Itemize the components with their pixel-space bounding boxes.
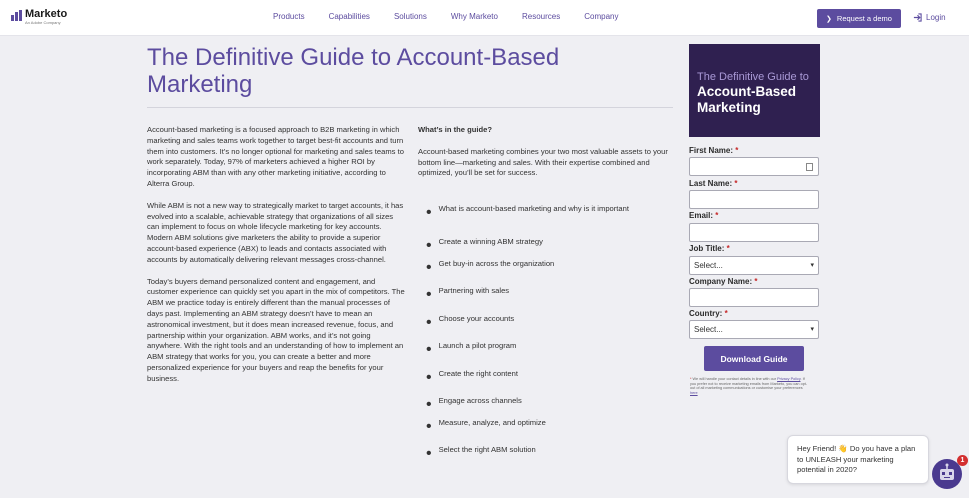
bullet-icon: • [426,445,432,462]
required-mark: * [734,179,738,188]
bullet-icon: • [426,204,432,221]
list-item-text: Create a winning ABM strategy [438,237,543,246]
list-item [426,341,676,359]
list-item [426,418,676,436]
required-mark: * [754,277,758,286]
required-mark: * [724,309,728,318]
nav-item-products[interactable]: Products [273,12,305,21]
privacy-disclaimer [690,377,808,395]
login-label: Login [926,13,946,22]
guide-heading: What’s in the guide? [418,125,492,134]
company-label [689,277,757,286]
login-icon [913,13,922,22]
email-field[interactable] [689,223,819,242]
bullet-icon: • [426,259,432,276]
request-demo-button[interactable] [817,9,901,28]
email-label [689,211,718,220]
bullet-icon: • [426,369,432,386]
logo-bars-icon [11,10,22,21]
list-item-text: Partnering with sales [438,286,510,295]
list-item [426,314,676,332]
bullet-icon: • [426,396,432,413]
bullet-icon: • [426,314,432,331]
list-item-text: Measure, analyze, and optimize [438,418,546,427]
body-paragraph: Account-based marketing is a focused approach to B2B marketing in which marketing and sales teams work together to target best-fit accounts and turn them into customers. It’s no longer optional for marketing and sales teams to work separately. Today, 97% of marketers achieved a higher ROI by incorporating ABM than with any other marketing initiative, according to Alterra Group. [147,125,404,188]
bullet-icon: • [426,286,432,303]
last-name-label [689,179,737,188]
last-name-label-text: Last Name: [689,179,733,188]
country-label-text: Country: [689,309,723,318]
chevron-right-icon: ❯ [826,15,832,23]
last-name-field[interactable] [689,190,819,209]
logo-name: Marketo [25,8,68,20]
nav-item-capabilities[interactable]: Capabilities [328,12,370,21]
list-item [426,259,676,277]
nav-menu [273,12,642,21]
list-item-text: Choose your accounts [438,314,515,323]
chat-bubble[interactable]: Hey Friend! 👋 Do you have a plan to UNLEASH your marketing potential in 2020? [787,435,929,484]
list-item-text: Launch a pilot program [438,341,517,350]
top-nav [0,0,969,36]
job-title-value: Select... [694,261,723,270]
body-paragraph: While ABM is not a new way to strategically market to target accounts, it has evolved into a scalable, achievable strategy that organizations of all sizes can implement to focus on whole lifecycle marketing for key accounts. Modern ABM solutions give marketers the ability to provide a superior account-based experience (ABX) to leads and contacts associated with accounts by automatically delivering relevant messages cross-channel. [147,200,404,264]
first-name-label-text: First Name: [689,146,734,155]
country-value: Select... [694,325,723,334]
cover-line-2: Account-Based Marketing [697,84,797,115]
nav-item-why-marketo[interactable]: Why Marketo [450,12,498,21]
list-item-text: Create the right content [438,369,518,378]
logo-subtitle: An Adobe Company [25,20,61,25]
company-label-text: Company Name: [689,277,753,286]
required-mark: * [690,377,692,381]
nav-item-solutions[interactable]: Solutions [393,12,427,21]
guide-cover-image [689,44,820,137]
first-name-field[interactable] [689,157,819,176]
country-select[interactable] [689,320,819,339]
required-mark: * [726,244,730,253]
preferences-link[interactable]: here [690,390,698,395]
body-paragraph: Today’s buyers demand personalized content and engagement, and customer experience can quickly set you apart in the mix of competitors. The ABM we practice today is entirely different than the manual processes of days past. Implementing an ABM strategy doesn’t have to mean an astronomical investment, but it does mean increased revenue, focus, and partnership within your organization. ABM works, and it’s not going anywhere. With the right tools and an understanding of how to implement an ABM strategy that works for you, you can create a better and more personalized experience for your buyers and reap the benefits for your business. [147,276,405,383]
list-item [426,445,676,463]
list-item [426,369,676,387]
bullet-icon: • [426,237,432,254]
login-link[interactable] [913,13,946,22]
bullet-icon: • [426,418,432,435]
privacy-policy-link[interactable]: Privacy Policy [777,377,801,381]
request-demo-label: Request a demo [836,14,892,23]
body-text [147,125,407,396]
guide-intro: Account-based marketing combines your two most valuable assets to your bottom line—marketing and sales. With their expertise combined and optimized, you’ll be set for success. [418,146,668,178]
job-title-label [689,244,730,253]
list-item [426,396,676,414]
page-title: The Definitive Guide to Account-Based Marketing [147,44,560,98]
guide-contents [418,125,680,192]
list-item-text: Get buy-in across the organization [438,259,555,268]
job-title-select[interactable] [689,256,819,275]
chevron-down-icon: ▾ [810,262,814,269]
required-mark: * [715,211,719,220]
chevron-down-icon: ▾ [810,326,814,333]
list-item [426,286,676,304]
list-item-text: Select the right ABM solution [438,445,536,454]
bullet-icon: • [426,341,432,358]
list-item-text: What is account-based marketing and why is it important [438,204,629,213]
job-title-label-text: Job Title: [689,244,725,253]
required-mark: * [735,146,739,155]
title-divider [147,107,673,108]
autofill-icon [806,163,813,171]
email-label-text: Email: [689,211,714,220]
country-label [689,309,728,318]
cover-line-1: The Definitive Guide to [697,71,809,83]
first-name-label [689,146,738,155]
disclaimer-text: . If you prefer not to receive marketing emails from Marketo, you can opt-out of all marketing communications or customise your preferences [690,377,808,391]
nav-item-company[interactable]: Company [584,12,619,21]
nav-item-resources[interactable]: Resources [521,12,561,21]
company-field[interactable] [689,288,819,307]
list-item-text: Engage across channels [438,396,522,405]
download-guide-button[interactable]: Download Guide [704,346,804,371]
list-item [426,204,676,222]
marketo-logo[interactable] [11,9,67,25]
notification-badge: 1 [957,455,968,466]
list-item [426,237,676,255]
disclaimer-text: We will handle your contact details in line with our [692,377,777,381]
